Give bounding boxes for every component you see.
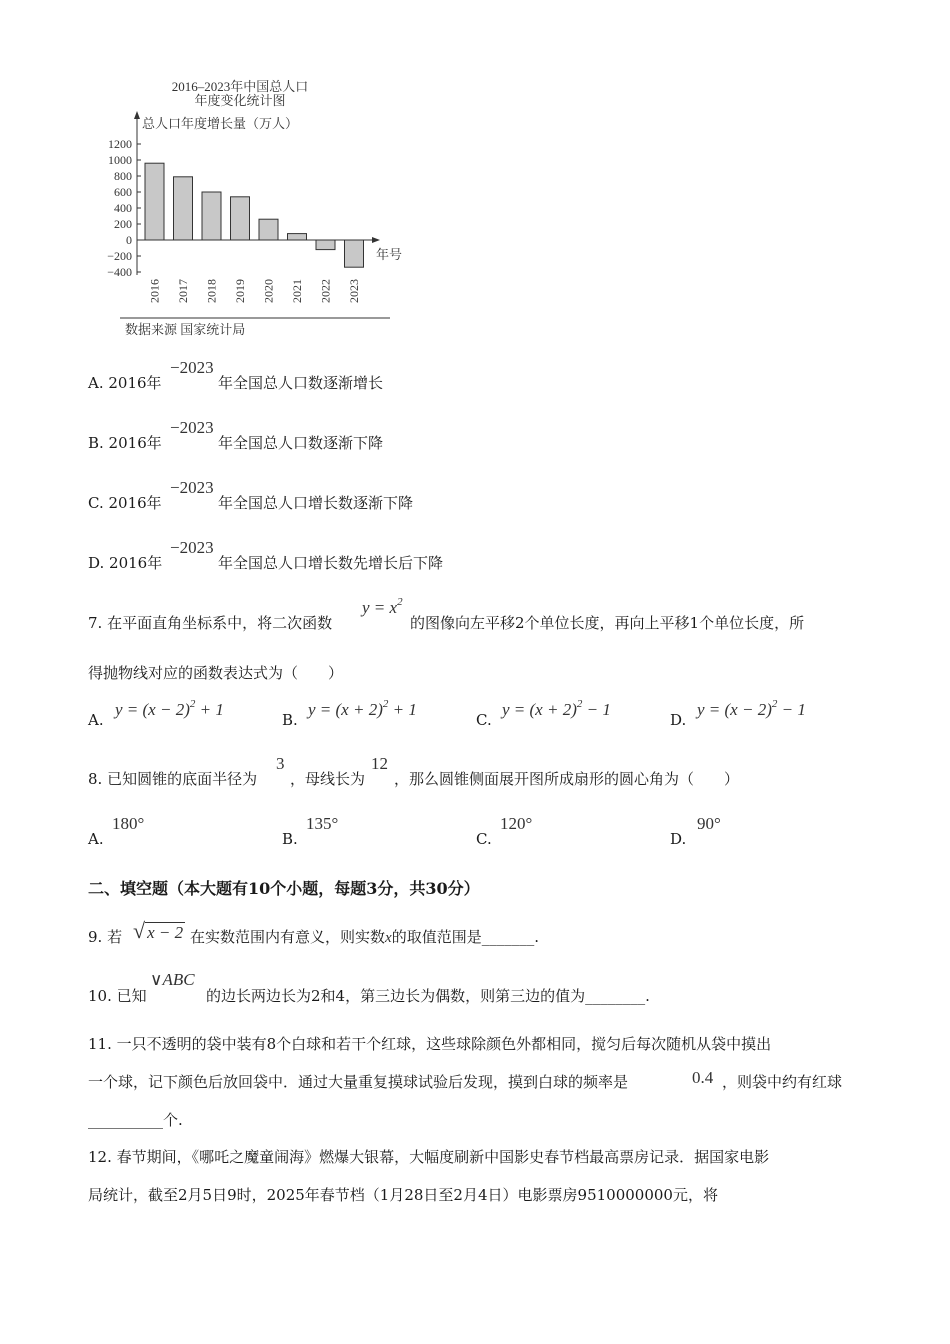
q6-a-label: A. 2016年 xyxy=(88,374,162,392)
q6-b-sup: −2023 xyxy=(170,418,214,437)
q8-stem-post: ，那么圆锥侧面展开图所成扇形的圆心角为（ ） xyxy=(394,770,740,788)
q11-line3: __________个. xyxy=(88,1111,183,1129)
q6-option-d xyxy=(88,553,162,573)
bar-2019 xyxy=(231,197,250,240)
x-tick-label: 2017 xyxy=(176,279,190,303)
y-tick-label: −400 xyxy=(107,265,132,279)
y-tick-label: 1000 xyxy=(108,153,132,167)
q6-c-label: C. 2016年 xyxy=(88,494,162,512)
q8-stem-mid: ，母线长为 xyxy=(290,770,366,788)
y-tick-label: 200 xyxy=(114,217,132,231)
bar-2021 xyxy=(288,234,307,240)
q6-a-sup: −2023 xyxy=(170,358,214,377)
x-tick-label: 2022 xyxy=(318,279,333,303)
q6-b-text: 年全国总人口数逐渐下降 xyxy=(218,434,384,452)
q6-option-a xyxy=(88,373,162,393)
q12-line1: 12. 春节期间，《哪吒之魔童闹海》燃爆大银幕，大幅度刷新中国影史春节档最高票房记录．据国家电影 xyxy=(88,1148,770,1166)
q8-option-a-label: A. xyxy=(88,830,104,848)
q9-radicand: x − 2 xyxy=(147,923,184,942)
y-tick-label: −200 xyxy=(107,249,132,263)
q8-option-a-val: 180° xyxy=(112,814,145,833)
bar-2018 xyxy=(202,192,221,240)
y-tick-label: 400 xyxy=(114,201,132,215)
q7-option-c-expr: $y = (x + 2)^2 - 1$ xyxy=(502,698,611,719)
q8-option-c-label: C. xyxy=(476,830,492,848)
q7-func: $y = x^2$ xyxy=(362,596,403,617)
q7-stem-post: 的图像向左平移2个单位长度，再向上平移1个单位长度，所 xyxy=(410,614,805,632)
y-tick-label: 1200 xyxy=(108,137,132,151)
q6-b-label: B. 2016年 xyxy=(88,434,162,452)
bar-2022 xyxy=(316,240,335,250)
chart-source: 数据来源 国家统计局 xyxy=(125,322,246,337)
q10-pre: 10. 已知 xyxy=(88,987,147,1005)
bar-2016 xyxy=(145,163,164,240)
q11-line2-post: ，则袋中约有红球 xyxy=(722,1073,843,1091)
q11-frequency: 0.4 xyxy=(692,1068,714,1087)
bar-2023 xyxy=(345,240,364,267)
q6-option-c xyxy=(88,493,162,513)
q6-d-label: D. 2016年 xyxy=(88,554,163,572)
q7-option-a-label: A. xyxy=(88,711,104,729)
q9-sqrt: √ x − 2 xyxy=(133,918,184,943)
q6-a-text: 年全国总人口数逐渐增长 xyxy=(218,374,384,392)
q11-line1: 11. 一只不透明的袋中装有8个白球和若干个红球，这些球除颜色外都相同，搅匀后每次随机从袋中摸出 xyxy=(88,1035,772,1053)
chart-y-label: 总人口年度增长量（万人） xyxy=(142,116,299,131)
y-tick-label: 600 xyxy=(114,185,132,199)
x-tick-label: 2019 xyxy=(233,279,247,303)
q8-option-d-label: D. xyxy=(670,830,687,848)
q7-option-a-expr: $y = (x - 2)^2 + 1$ xyxy=(115,698,224,719)
q8-option-b-val: 135° xyxy=(306,814,339,833)
q11-line2-pre: 一个球，记下颜色后放回袋中．通过大量重复摸球试验后发现，摸到白球的频率是 xyxy=(88,1073,629,1091)
y-tick-label: 0 xyxy=(126,233,132,247)
q8-stem-pre: 8. 已知圆锥的底面半径为 xyxy=(88,770,258,788)
q7-option-d-label: D. xyxy=(670,711,687,729)
q9-post: 在实数范围内有意义，则实数x的取值范围是_______. xyxy=(190,928,539,946)
q6-option-b xyxy=(88,433,162,453)
x-tick-label: 2018 xyxy=(204,279,219,303)
x-tick-label: 2023 xyxy=(347,279,361,303)
x-tick-label: 2020 xyxy=(261,279,276,303)
chart-x-label: 年号 xyxy=(376,247,403,262)
q8-slant: 12 xyxy=(371,754,388,773)
x-tick-label: 2021 xyxy=(290,279,304,303)
chart-title-line2: 年度变化统计图 xyxy=(194,93,286,108)
q7-option-b-expr: $y = (x + 2)^2 + 1$ xyxy=(308,698,417,719)
q10-triangle: ∨ABC xyxy=(150,970,195,989)
q6-c-text: 年全国总人口增长数逐渐下降 xyxy=(218,494,414,512)
q9-pre: 9. 若 xyxy=(88,928,123,946)
q7-option-b-label: B. xyxy=(282,711,298,729)
q8-option-c-val: 120° xyxy=(500,814,533,833)
q12-line2: 局统计，截至2月5日9时，2025年春节档（1月28日至2月4日）电影票房9510000000元，将 xyxy=(88,1186,718,1204)
q8-option-d-val: 90° xyxy=(697,814,721,833)
q7-option-d-expr: $y = (x - 2)^2 - 1$ xyxy=(697,698,806,719)
x-tick-label: 2016 xyxy=(147,279,162,303)
q6-d-sup: −2023 xyxy=(170,538,214,557)
bar-2017 xyxy=(174,177,193,240)
chart-title-line1: 2016–2023年中国总人口 xyxy=(171,79,309,94)
q6-d-text: 年全国总人口增长数先增长后下降 xyxy=(218,554,444,572)
population-bar-chart xyxy=(90,75,420,345)
q10-post: 的边长两边长为2和4，第三边长为偶数，则第三边的值为________. xyxy=(206,987,650,1005)
section-2-heading: 二、填空题（本大题有10个小题，每题3分，共30分） xyxy=(88,879,480,898)
q7-option-c-label: C. xyxy=(476,711,492,729)
y-tick-label: 800 xyxy=(114,169,132,183)
y-axis-arrow xyxy=(134,111,140,119)
x-axis-arrow xyxy=(372,237,380,243)
q7-stem-line2: 得抛物线对应的函数表达式为（ ） xyxy=(88,664,344,682)
q8-option-b-label: B. xyxy=(282,830,298,848)
bar-2020 xyxy=(259,219,278,240)
q6-c-sup: −2023 xyxy=(170,478,214,497)
q7-stem-pre: 7. 在平面直角坐标系中，将二次函数 xyxy=(88,614,333,632)
q8-radius: 3 xyxy=(276,754,285,773)
